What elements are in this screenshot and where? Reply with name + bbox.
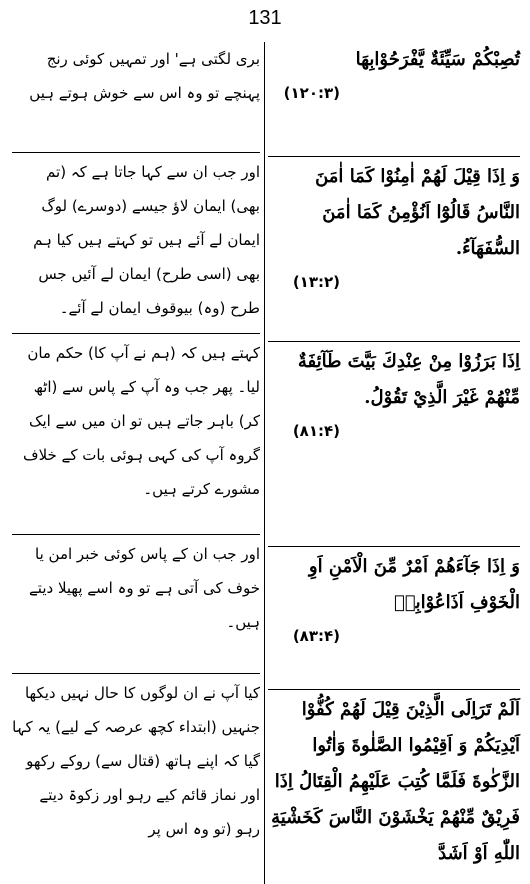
- arabic-column: [268, 42, 520, 876]
- urdu-translation: کیا آپ نے ان لوگوں کا حال نہیں دیکھا جنہیں (ابتداء کچھ عرصہ کے لیے) یہ کہا گیا کہ اپنے ہاتھ (قتال سے) روکے رکھو اور نماز قائم کیے رہو اور زکوۃ دیتے رہو (تو وہ اس پر: [12, 684, 260, 838]
- arabic-verse-block: [268, 344, 520, 547]
- verse-reference-text: (۱۳:۲): [292, 273, 340, 291]
- urdu-translation: کہتے ہیں کہ (ہم نے آپ کا) حکم مان لیا۔ پھر جب وہ آپ کے پاس سے (اٹھ کر) باہر جاتے ہیں تو ان میں سے ایک گروہ آپ کی کہی ہوئی بات کے خلاف مشورے کرتے ہیں۔: [23, 344, 260, 498]
- urdu-translation: اور جب ان سے کہا جاتا ہے کہ (تم بھی) ایمان لاؤ جیسے (دوسرے) لوگ ایمان لے آئے ہیں تو کہتے ہیں کیا ہم بھی (اسی طرح) ایمان لے آئیں جس طرح (وہ) بیوقوف ایمان لے آئے۔: [33, 163, 260, 317]
- urdu-column: [12, 42, 260, 852]
- arabic-verse-block: [268, 42, 520, 157]
- urdu-translation-block: [12, 537, 260, 674]
- arabic-verse: تُصِبْكُمْ سَيِّئَةٌ يَّفْرَحُوْابِهَا: [355, 49, 520, 70]
- arabic-verse-block: [268, 692, 520, 874]
- urdu-translation-block: [12, 336, 260, 535]
- page-number: 131: [248, 7, 282, 29]
- arabic-verse-block: [268, 159, 520, 342]
- arabic-verse: اِذَا بَرَزُوْا مِنْ عِنْدِكَ بَيَّتَ طَآئِفَةٌ مِّنْهُمْ غَيْرَ الَّذِيْ تَقُوْلُ.: [297, 351, 520, 408]
- verse-reference-text: (۸۳:۴): [292, 627, 340, 645]
- arabic-verse: اَلَمْ تَرَاِلَى الَّذِيْنَ قِيْلَ لَهُمْ كُفُّوْا اَيْدِيَكُمْ وَ اَقِيْمُوا الصَّلٰوةَ وَاٰتُوا الزَّكٰوةَ فَلَمَّا كُتِبَ عَلَيْهِمُ الْقِتَالُ اِذَا فَرِيْقٌ مِّنْهُمْ يَخْشَوْنَ النَّاسَ كَخَشْيَةِ اللّٰهِ اَوْ اَشَدَّ: [271, 699, 520, 864]
- arabic-verse: وَ اِذَا قِيْلَ لَهُمْ اٰمِنُوْا كَمَا اٰمَنَ النَّاسُ قَالُوْٓا اَنُؤْمِنُ كَمَا اٰمَنَ السُّفَهَآءُ.: [315, 166, 520, 259]
- verse-reference-text: (۱۲۰:۳): [283, 84, 340, 102]
- verse-reference-text: (۸۱:۴): [292, 422, 340, 440]
- verse-reference: [268, 267, 520, 297]
- arabic-verse: وَ اِذَا جَآءَهُمْ اَمْرٌ مِّنَ الْاَمْنِ اَوِ الْخَوْفِ اَذَاعُوْابِهٖ: [308, 556, 520, 613]
- urdu-translation-block: [12, 42, 260, 153]
- column-divider: [264, 42, 265, 884]
- arabic-verse-block: [268, 549, 520, 690]
- urdu-translation: بری لگتی ہے' اور تمہیں کوئی رنج پہنچے تو وہ اس سے خوش ہوتے ہیں: [29, 50, 260, 102]
- verse-reference: [268, 621, 520, 651]
- urdu-translation: اور جب ان کے پاس کوئی خبر امن یا خوف کی آتی ہے تو وہ اسے پھیلا دیتے ہیں۔: [29, 545, 260, 631]
- verse-reference: [268, 78, 520, 108]
- urdu-translation-block: [12, 155, 260, 334]
- urdu-translation-block: [12, 676, 260, 850]
- verse-reference: [268, 416, 520, 446]
